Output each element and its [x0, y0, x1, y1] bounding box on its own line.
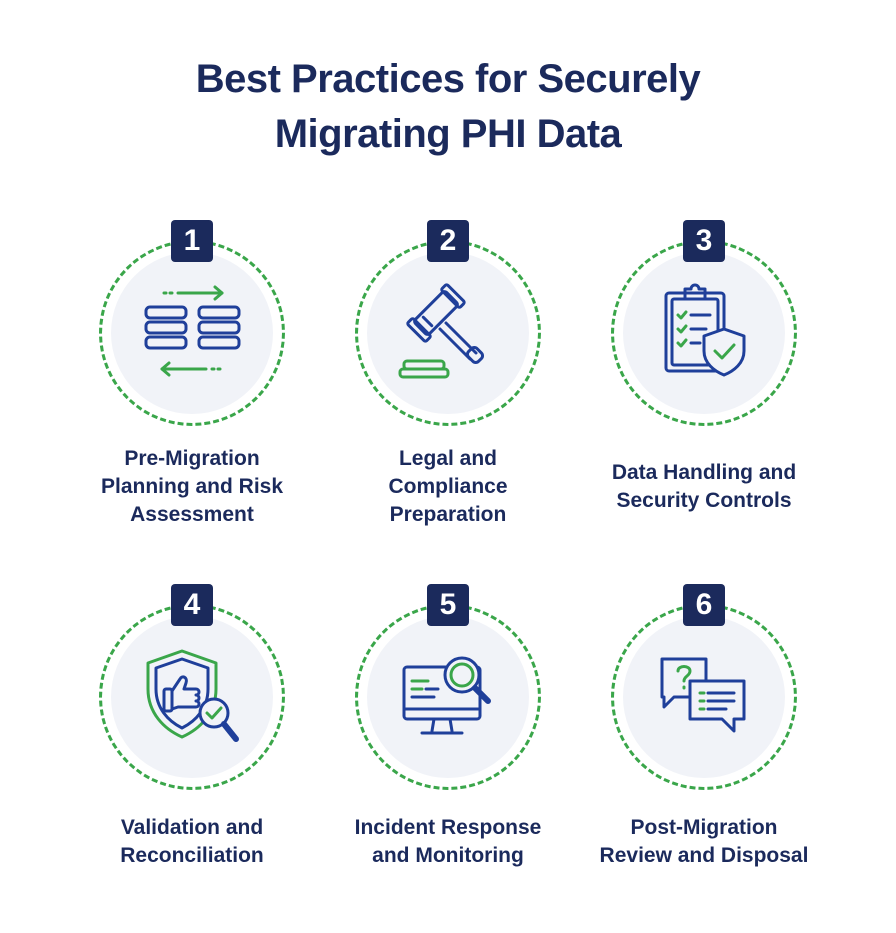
title-line-2: Migrating PHI Data: [274, 112, 622, 156]
label-line: Post-Migration: [630, 816, 778, 839]
clipboard-shield-icon: [654, 283, 754, 383]
label-line: Pre-Migration: [124, 447, 260, 470]
step-3: [576, 220, 832, 550]
label-line: Validation and: [120, 816, 264, 839]
label-line: Compliance: [388, 475, 508, 498]
step-6: [576, 584, 832, 914]
label-line: and Monitoring: [372, 844, 524, 867]
page-title: [0, 52, 896, 162]
label-line: Reconciliation: [120, 844, 264, 867]
title-line-1: Best Practices for Securely: [195, 57, 701, 101]
step-number-badge: 3: [683, 220, 725, 262]
label-line: Preparation: [389, 503, 507, 526]
step-2: [320, 220, 576, 550]
step-5: [320, 584, 576, 914]
step-number-badge: 5: [427, 584, 469, 626]
label-line: Data Handling and: [611, 461, 797, 484]
step-label: [576, 814, 832, 870]
step-label: [64, 814, 320, 870]
step-label: [576, 459, 832, 515]
step-4: [64, 584, 320, 914]
label-line: Legal and: [398, 447, 498, 470]
label-line: Incident Response: [354, 816, 542, 839]
label-line: Review and Disposal: [599, 844, 809, 867]
chat-bubbles-icon: [654, 647, 754, 747]
monitor-magnifier-icon: [398, 647, 498, 747]
step-number-badge: 4: [171, 584, 213, 626]
step-label: [320, 445, 576, 529]
step-number-badge: 1: [171, 220, 213, 262]
step-number-badge: 6: [683, 584, 725, 626]
step-label: [320, 814, 576, 870]
shield-thumbs-up-magnifier-icon: [142, 647, 242, 747]
label-line: Assessment: [130, 503, 254, 526]
gavel-icon: [398, 283, 498, 383]
label-line: Planning and Risk: [100, 475, 284, 498]
database-transfer-icon: [142, 283, 242, 383]
step-1: [64, 220, 320, 550]
step-label: [64, 445, 320, 529]
label-line: Security Controls: [616, 489, 792, 512]
step-number-badge: 2: [427, 220, 469, 262]
